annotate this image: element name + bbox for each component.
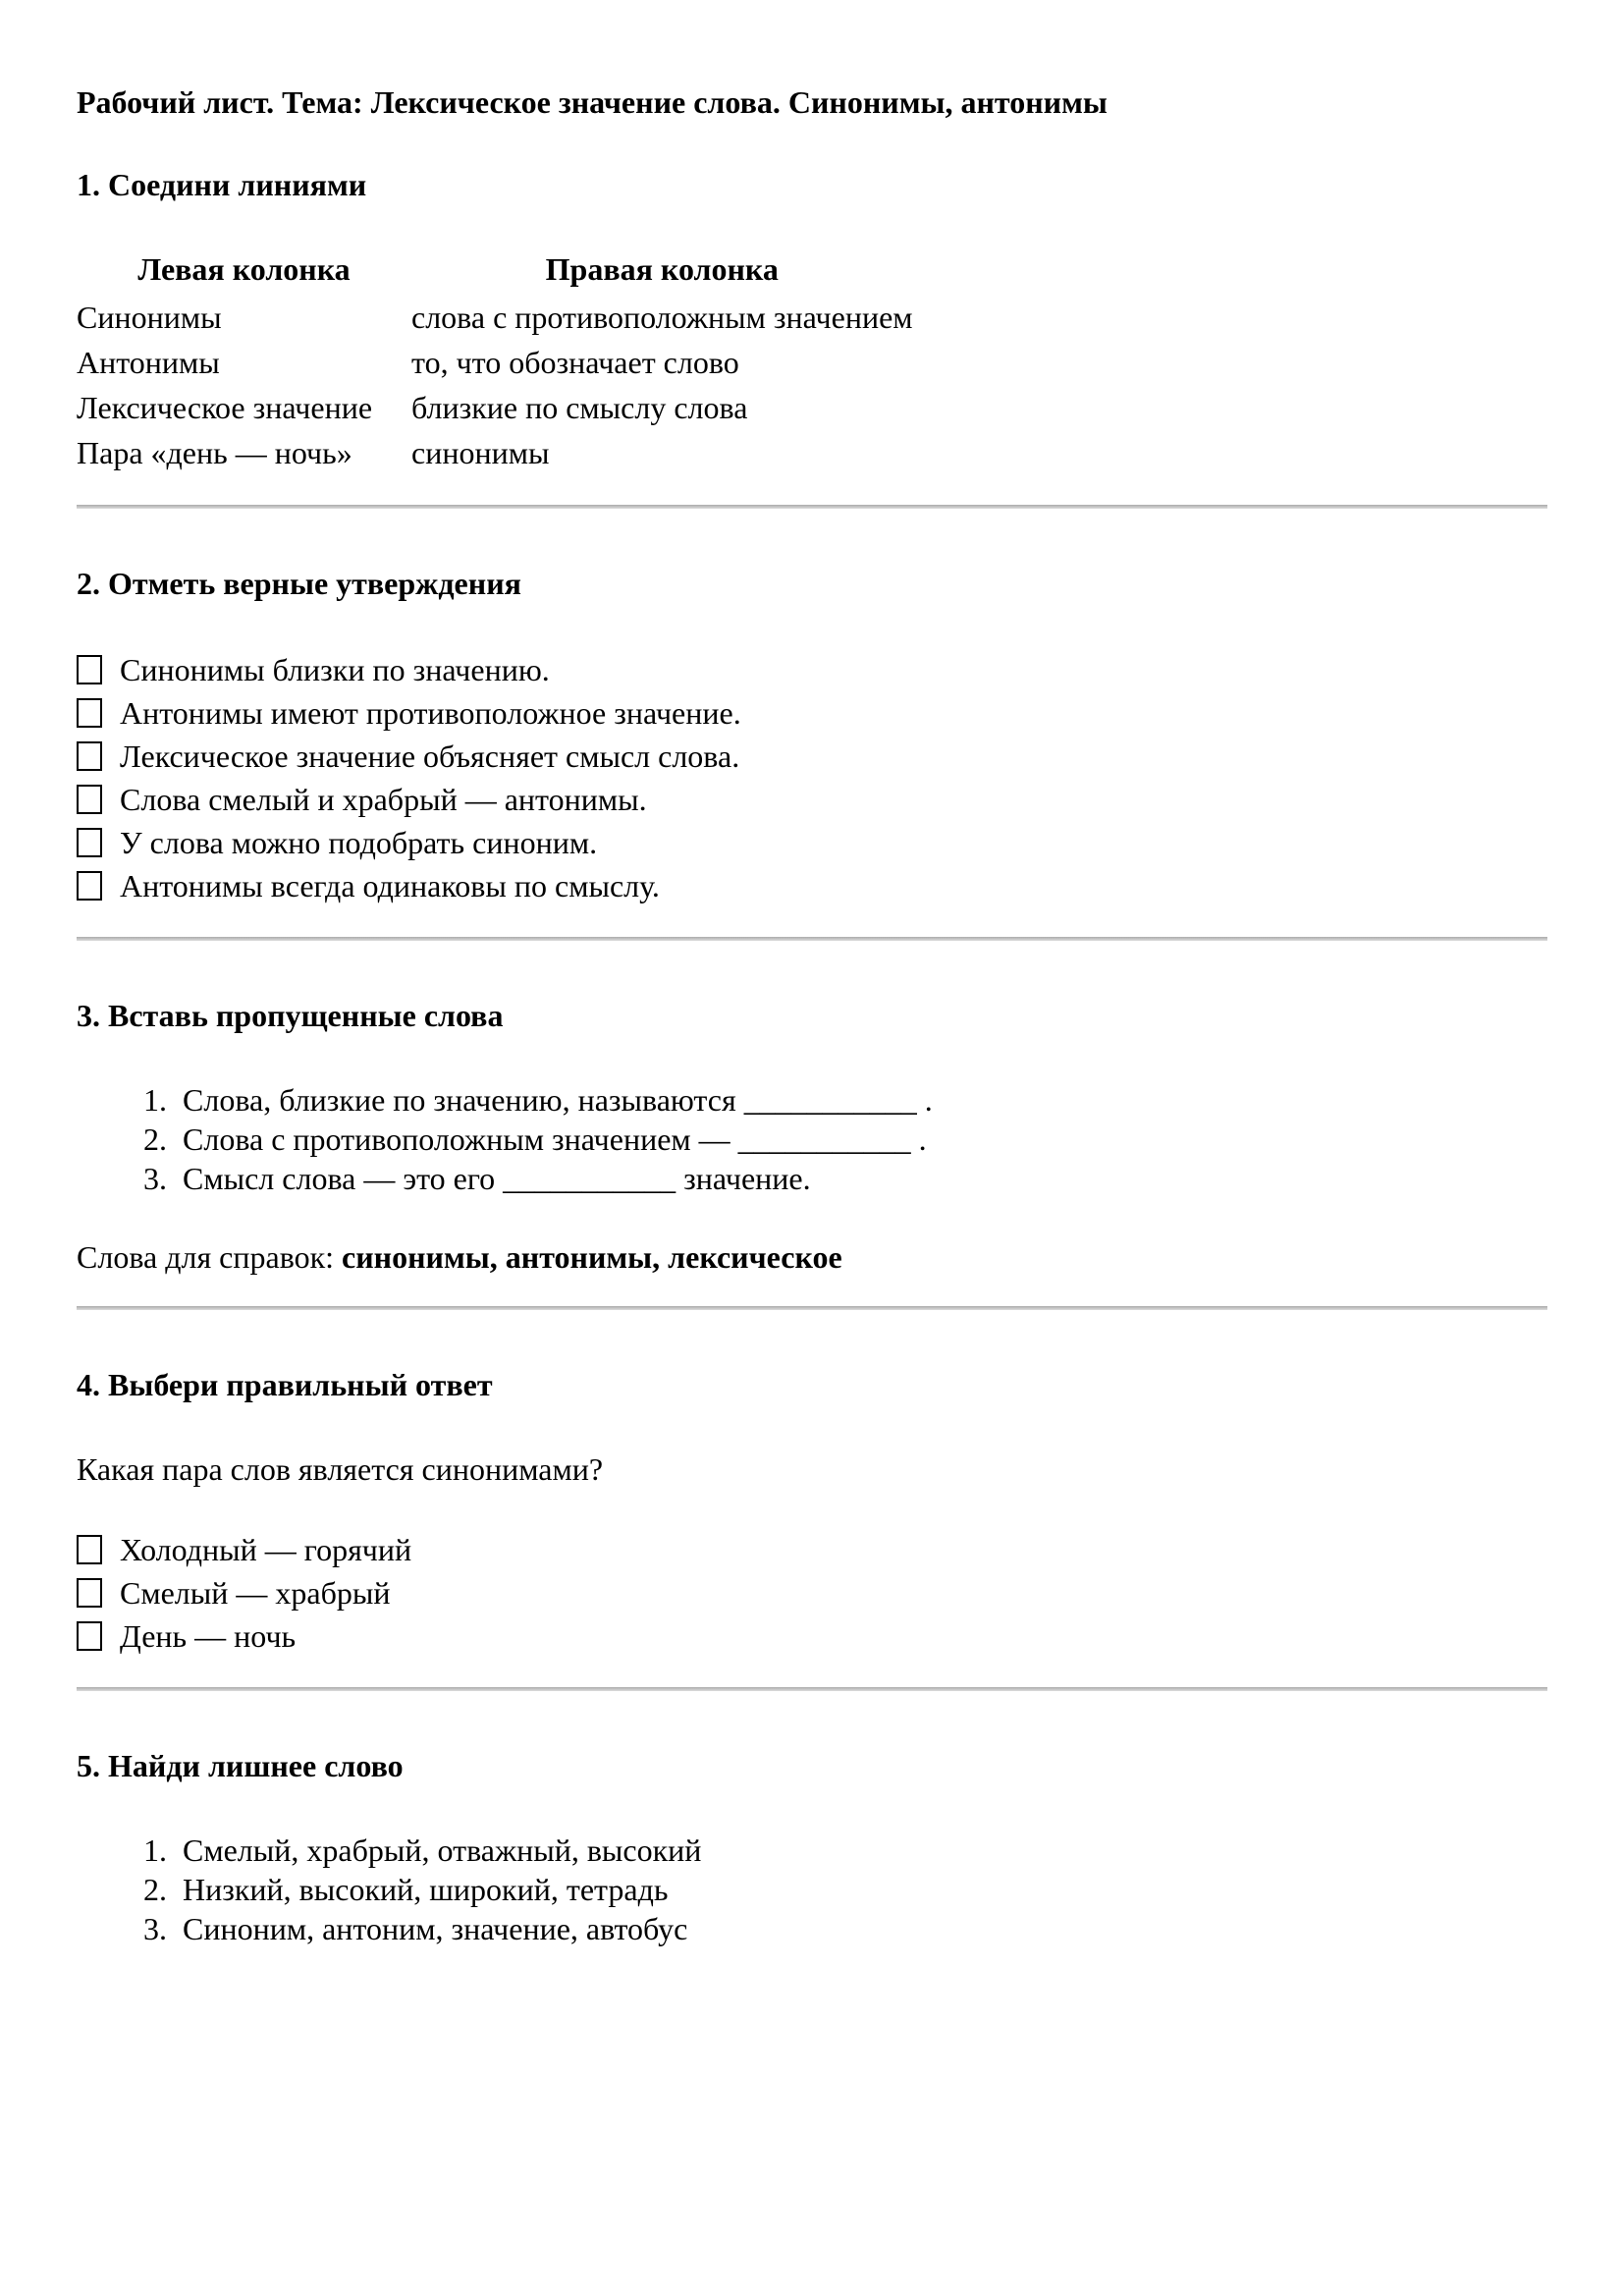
answer-label: Холодный — горячий (120, 1532, 412, 1567)
match-table (77, 249, 1547, 475)
section-statements (77, 564, 1547, 907)
reference-words: синонимы, антонимы, лексическое (342, 1239, 842, 1275)
match-left-header: Левая колонка (137, 251, 351, 287)
section-divider (77, 1306, 1547, 1310)
statement-item (77, 864, 1547, 907)
answer-label: День — ночь (120, 1618, 297, 1654)
section-statements-heading: 2. Отметь верные утверждения (77, 566, 521, 601)
statement-item (77, 648, 1547, 691)
match-right-header: Правая колонка (545, 251, 779, 287)
statement-item (77, 691, 1547, 735)
section-divider (77, 937, 1547, 941)
match-right-cell: близкие по смыслу слова (411, 390, 748, 425)
section-odd-word-heading: 5. Найди лишнее слово (77, 1748, 404, 1783)
page-title: Рабочий лист. Тема: Лексическое значение слова. Синонимы, антонимы (77, 84, 1108, 120)
statement-label: Антонимы всегда одинаковы по смыслу. (120, 868, 660, 903)
section-connect (77, 165, 1547, 475)
choose-question: Какая пара слов является синонимами? (77, 1451, 604, 1487)
checkbox[interactable] (77, 1578, 102, 1608)
checkbox[interactable] (77, 655, 102, 684)
section-odd-word (77, 1746, 1547, 1948)
odd-word-list (77, 1831, 1547, 1948)
fill-blank-item: 3. Смысл слова — это его ___________ значение. (175, 1159, 1547, 1198)
fill-blanks-list (77, 1080, 1547, 1198)
statement-item (77, 778, 1547, 821)
section-choose-heading: 4. Выбери правильный ответ (77, 1367, 493, 1402)
match-left-cell: Синонимы (77, 300, 222, 335)
statement-label: Слова смелый и храбрый — антонимы. (120, 782, 647, 817)
answer-option (77, 1571, 1547, 1614)
match-right-cell: то, что обозначает слово (411, 345, 739, 380)
odd-word-item: 3. Синоним, антоним, значение, автобус (175, 1909, 1547, 1948)
section-fill-blanks (77, 996, 1547, 1277)
section-connect-heading: 1. Соедини линиями (77, 167, 367, 202)
statement-label: Лексическое значение объясняет смысл слова. (120, 738, 740, 774)
section-fill-blanks-heading: 3. Вставь пропущенные слова (77, 998, 504, 1033)
checkbox[interactable] (77, 871, 102, 901)
answer-label: Смелый — храбрый (120, 1575, 391, 1611)
match-left-cell: Пара «день — ночь» (77, 435, 352, 470)
fill-blank-item: 1. Слова, близкие по значению, называются ___________ . (175, 1080, 1547, 1120)
statement-label: Синонимы близки по значению. (120, 652, 550, 687)
checkbox[interactable] (77, 785, 102, 814)
checkbox[interactable] (77, 828, 102, 857)
statement-label: У слова можно подобрать синоним. (120, 825, 598, 860)
checkbox[interactable] (77, 741, 102, 771)
section-divider (77, 505, 1547, 509)
checkbox[interactable] (77, 698, 102, 728)
statement-label: Антонимы имеют противоположное значение. (120, 695, 741, 731)
statement-item (77, 735, 1547, 778)
reference-words-line (77, 1237, 1547, 1277)
answer-option (77, 1528, 1547, 1571)
answer-option (77, 1614, 1547, 1658)
match-left-cell: Антонимы (77, 345, 220, 380)
statement-item (77, 821, 1547, 864)
fill-blank-item: 2. Слова с противоположным значением — ___________ . (175, 1120, 1547, 1159)
section-choose-answer (77, 1365, 1547, 1658)
reference-words-label: Слова для справок: (77, 1239, 343, 1275)
checkbox[interactable] (77, 1621, 102, 1651)
section-divider (77, 1687, 1547, 1691)
odd-word-item: 1. Смелый, храбрый, отважный, высокий (175, 1831, 1547, 1870)
odd-word-item: 2. Низкий, высокий, широкий, тетрадь (175, 1870, 1547, 1909)
match-right-cell: слова с противоположным значением (411, 300, 913, 335)
checkbox[interactable] (77, 1535, 102, 1564)
match-left-cell: Лексическое значение (77, 390, 373, 425)
match-right-cell: синонимы (411, 435, 550, 470)
